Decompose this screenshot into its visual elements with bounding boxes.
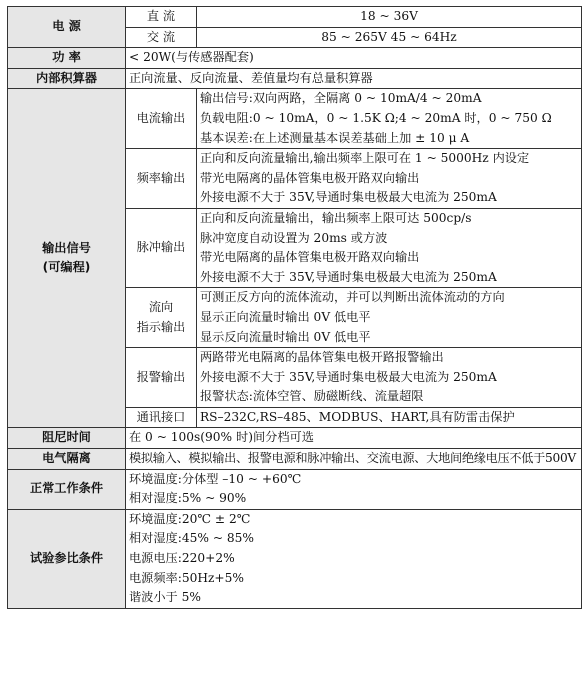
current-output-label: 电流输出 <box>126 89 197 149</box>
current-output-value <box>197 89 582 149</box>
text-line: 负载电阻:0 ~ 10mA，0 ~ 1.5K Ω;4 ~ 20mA 时，0 ~ 750 Ω <box>200 110 552 125</box>
wattage-row <box>8 48 582 69</box>
text-line: 环境温度:分体型 –10 ~ +60℃ <box>129 471 302 486</box>
dc-label: 直 流 <box>126 7 197 28</box>
reference-conditions-label: 试验参比条件 <box>8 509 126 608</box>
output-label <box>8 89 126 428</box>
text-line: 相对湿度:45% ~ 85% <box>129 531 254 546</box>
power-label: 电 源 <box>8 7 126 48</box>
output-label-line2: (可编程) <box>42 260 91 275</box>
text-line: 正向和反向流量输出，输出频率上限可达 500cp/s <box>200 210 472 225</box>
alarm-output-label: 报警输出 <box>126 348 197 408</box>
text-line: 报警状态:流体空管、励磁断线、流量超限 <box>200 389 424 404</box>
direction-label-line2: 指示输出 <box>136 319 186 334</box>
comm-interface-value: RS–232C,RS–485、MODBUS、HART,具有防雷击保护 <box>197 407 582 428</box>
text-line: 基本误差:在上述测量基本误差基础上加 ± 10 μ A <box>200 130 470 145</box>
working-conditions-row <box>8 469 582 509</box>
power-dc-row <box>8 7 582 28</box>
current-output-row <box>8 89 582 149</box>
text-line: 环境温度:20℃ ± 2℃ <box>129 511 251 526</box>
alarm-output-value <box>197 348 582 408</box>
text-line: 外接电源不大于 35V,导通时集电极最大电流为 250mA <box>200 269 497 284</box>
damping-value: 在 0 ~ 100s(90% 时)间分档可选 <box>126 428 582 449</box>
working-conditions-label: 正常工作条件 <box>8 469 126 509</box>
pulse-output-label: 脉冲输出 <box>126 208 197 287</box>
output-label-line1: 输出信号 <box>42 240 91 255</box>
direction-label-line1: 流向 <box>148 300 174 315</box>
text-line: 显示正向流量时输出 0V 低电平 <box>200 309 371 324</box>
text-line: 外接电源不大于 35V,导通时集电极最大电流为 250mA <box>200 190 497 205</box>
wattage-value: < 20W(与传感器配套) <box>126 48 582 69</box>
direction-output-value <box>197 288 582 348</box>
isolation-row <box>8 449 582 470</box>
dc-value: 18 ~ 36V <box>197 7 582 28</box>
text-line: 输出信号:双向两路，全隔离 0 ~ 10mA/4 ~ 20mA <box>200 91 482 106</box>
totalizer-row <box>8 68 582 89</box>
frequency-output-value <box>197 149 582 209</box>
text-line: 两路带光电隔离的晶体管集电极开路报警输出 <box>200 350 444 365</box>
text-line: 脉冲宽度自动设置为 20ms 或方波 <box>200 230 388 245</box>
ac-value: 85 ~ 265V 45 ~ 64Hz <box>197 27 582 48</box>
isolation-value: 模拟输入、模拟输出、报警电源和脉冲输出、交流电源、大地间绝缘电压不低于500V <box>126 449 582 470</box>
reference-conditions-value <box>126 509 582 608</box>
text-line: 电源电压:220+2% <box>129 551 235 566</box>
pulse-output-value <box>197 208 582 287</box>
text-line: 带光电隔离的晶体管集电极开路双向输出 <box>200 250 420 265</box>
spec-table <box>7 6 582 609</box>
damping-label: 阻尼时间 <box>8 428 126 449</box>
text-line: 可测正反方向的流体流动，并可以判断出流体流动的方向 <box>200 290 505 305</box>
reference-conditions-row <box>8 509 582 608</box>
comm-interface-label: 通讯接口 <box>126 407 197 428</box>
text-line: 谐波小于 5% <box>129 590 201 605</box>
text-line: 外接电源不大于 35V,导通时集电极最大电流为 250mA <box>200 369 497 384</box>
ac-label: 交 流 <box>126 27 197 48</box>
text-line: 带光电隔离的晶体管集电极开路双向输出 <box>200 170 420 185</box>
isolation-label: 电气隔离 <box>8 449 126 470</box>
working-conditions-value <box>126 469 582 509</box>
text-line: 相对湿度:5% ~ 90% <box>129 491 247 506</box>
totalizer-label: 内部积算器 <box>8 68 126 89</box>
frequency-output-label: 频率输出 <box>126 149 197 209</box>
wattage-label: 功 率 <box>8 48 126 69</box>
text-line: 正向和反向流量输出,输出频率上限可在 1 ~ 5000Hz 内设定 <box>200 151 530 166</box>
text-line: 电源频率:50Hz+5% <box>129 570 244 585</box>
damping-row <box>8 428 582 449</box>
text-line: 显示反向流量时输出 0V 低电平 <box>200 329 371 344</box>
direction-output-label <box>126 288 197 348</box>
totalizer-value: 正向流量、反向流量、差值量均有总量积算器 <box>126 68 582 89</box>
